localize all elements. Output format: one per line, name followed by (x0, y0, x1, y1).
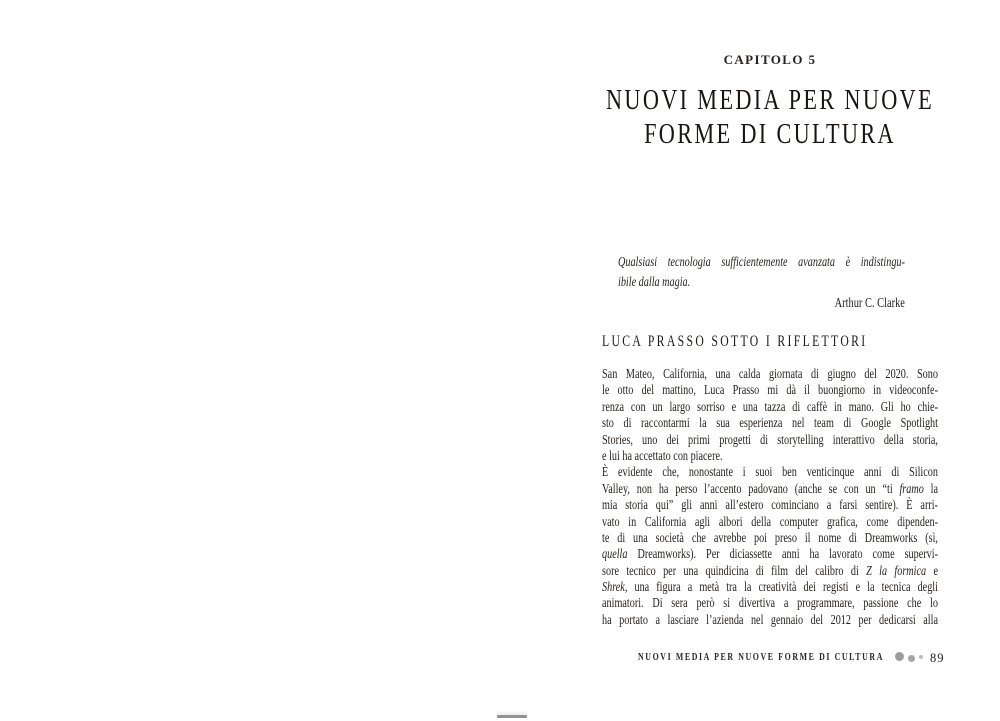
text-line (602, 382, 938, 398)
text-segment: animatori. Di sera però si divertiva a programmare, passione che lo (602, 595, 938, 611)
text-line (602, 530, 938, 546)
text-segment: sto di raccontarmi la sua esperienza nel team di Google Spotlight (602, 415, 938, 431)
body-paragraph (602, 366, 938, 464)
text-segment: San Mateo, California, una calda giornata di giugno del 2020. Sono (602, 366, 938, 381)
text-line (602, 579, 938, 595)
text-segment: Valley, non ha perso l’accento padovano (anche se con un “ti (602, 480, 900, 496)
text-line (602, 366, 938, 382)
running-title (638, 651, 890, 665)
section-heading-text: LUCA PRASSO SOTTO I RIFLETTORI (602, 333, 868, 350)
body-paragraph (602, 464, 938, 628)
epigraph-attribution-text: Arthur C. Clarke (834, 295, 905, 310)
text-segment: e lui ha accettato con piacere. (602, 447, 723, 463)
body-text (602, 366, 938, 628)
epigraph-block (618, 252, 905, 313)
running-title-text: NUOVI MEDIA PER NUOVE FORME DI CULTURA (638, 652, 884, 663)
text-segment: Stories, uno dei primi progetti di storytelling interattivo della storia, (602, 431, 938, 447)
page-bottom-dash (497, 715, 527, 718)
text-line (602, 514, 938, 530)
chapter-title-text: FORME DI CULTURA (644, 119, 896, 150)
text-line (602, 546, 938, 562)
text-line (602, 432, 938, 448)
footer-dot-icon (908, 655, 915, 662)
page-number: 89 (930, 650, 945, 665)
text-line (602, 448, 938, 464)
text-segment: È evidente che, nonostante i suoi ben venticinque anni di Silicon (602, 464, 938, 480)
footer-dot-icon (895, 652, 904, 661)
chapter-label: CAPITOLO 5 (723, 52, 817, 67)
footer-dots-ornament (895, 651, 923, 665)
text-segment: Shrek (602, 579, 625, 595)
text-segment: la (923, 480, 938, 496)
epigraph-line (618, 252, 905, 272)
text-segment: framo (899, 480, 924, 496)
text-segment: Dreamworks). Per diciassette anni ha lavorato come supervi- (627, 546, 938, 562)
epigraph-text: Qualsiasi tecnologia sufficientemente avanzata è indistingu- (618, 254, 905, 269)
footer-dot-icon (919, 655, 923, 659)
text-segment: mia storia qui” gli anni all’estero cominciano a farsi sentire). È arri- (602, 497, 938, 513)
text-segment: e (926, 562, 938, 578)
epigraph-text: ibile dalla magia. (618, 274, 691, 289)
epigraph-line (618, 272, 905, 292)
text-segment: Z la formica (866, 562, 927, 578)
text-segment: te di una società che avrebbe poi preso il nome di Dreamworks (sì, (602, 529, 938, 545)
epigraph-attribution (618, 293, 905, 313)
text-line (602, 497, 938, 513)
text-segment: vato in California agli albori della computer grafica, come dipenden- (602, 513, 938, 529)
chapter-title-line-2 (602, 118, 938, 152)
page-footer (638, 650, 945, 666)
text-segment: sore tecnico per una quindicina di film del calibro di (602, 562, 867, 578)
text-segment: le otto del mattino, Luca Prasso mi dà il buongiorno in videoconfe- (602, 382, 938, 398)
chapter-title-text: NUOVI MEDIA PER NUOVE (605, 85, 935, 116)
text-line (602, 464, 938, 480)
text-line (602, 481, 938, 497)
text-segment: , una figura a metà tra la creatività dei registi e la tecnica degli (624, 579, 938, 595)
section-heading (602, 332, 938, 352)
text-segment: ha portato a lasciare l’azienda nel gennaio del 2012 per dedicarsi alla (602, 611, 938, 627)
text-line (602, 595, 938, 611)
chapter-title-line-1 (602, 84, 938, 118)
text-segment: renza con un largo sorriso e una tazza di caffè in mano. Gli ho chie- (602, 398, 938, 414)
text-line (602, 612, 938, 628)
chapter-title (602, 84, 938, 152)
text-line (602, 563, 938, 579)
text-segment: quella (602, 546, 628, 562)
text-line (602, 415, 938, 431)
text-line (602, 399, 938, 415)
